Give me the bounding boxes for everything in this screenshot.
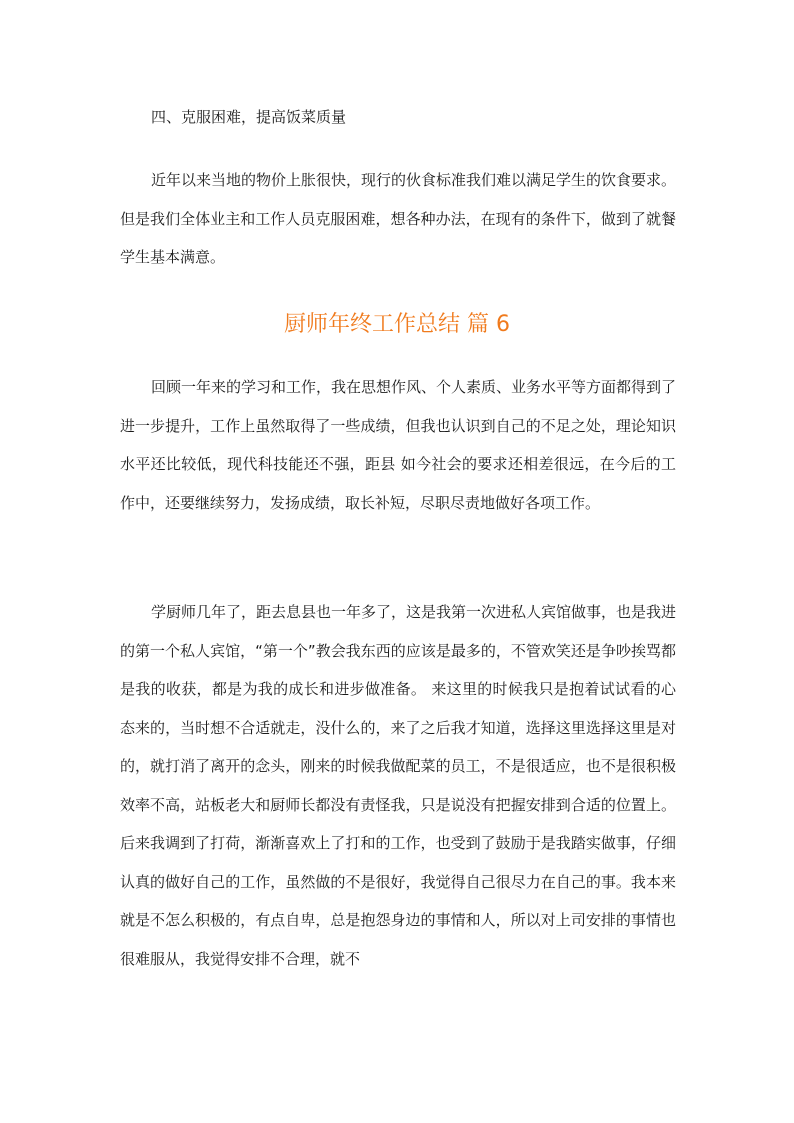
paragraph-food-quality: 近年以来当地的物价上胀很快，现行的伙食标准我们难以满足学生的饮食要求。但是我们全体业主和工作人员克服困难，想各种办法，在现有的条件下，做到了就餐学生基本满意。 xyxy=(120,171,677,266)
section-heading: 四、克服困难，提高饭菜质量 xyxy=(151,108,347,126)
article-title: 厨师年终工作总结 篇 6 xyxy=(284,312,510,337)
paragraph-chef-experience: 学厨师几年了，距去息县也一年多了，这是我第一次进私人宾馆做事，也是我进的第一个私人宾馆，“第一个”教会我东西的应该是最多的，不管欢笑还是争吵挨骂都是我的收获，都是为我的成长和进步做准备。 来这里的时候我只是抱着试试看的心态来的，当时想不合适就走，没什么的，来了之后我才知道，选择这里选择这里是对的，就打消了离开的念头，刚来的时候我做配菜的员工，不是很适应，也不是很积极效率不高，站板老大和厨师长都没有责怪我，只是说没有把握安排到合适的位置上。后来我调到了打荷，渐渐喜欢上了打和的工作，也受到了鼓励于是我踏实做事，仔细认真的做好自己的工作，虽然做的不是很好，我觉得自己很尽力在自己的事。我本来就是不怎么积极的，有点自卑，总是抱怨身边的事情和人，所以对上司安排的事情也很难服从，我觉得安排不合理，就不 xyxy=(120,603,677,968)
paragraph-year-review: 回顾一年来的学习和工作，我在思想作风、个人素质、业务水平等方面都得到了进一步提升，工作上虽然取得了一些成绩，但我也认识到自己的不足之处，理论知识水平还比较低，现代科技能还不强，距县 如今社会的要求还相差很远，在今后的工作中，还要继续努力，发扬成绩，取长补短，尽职尽责地做好各项工作。 xyxy=(120,378,677,512)
